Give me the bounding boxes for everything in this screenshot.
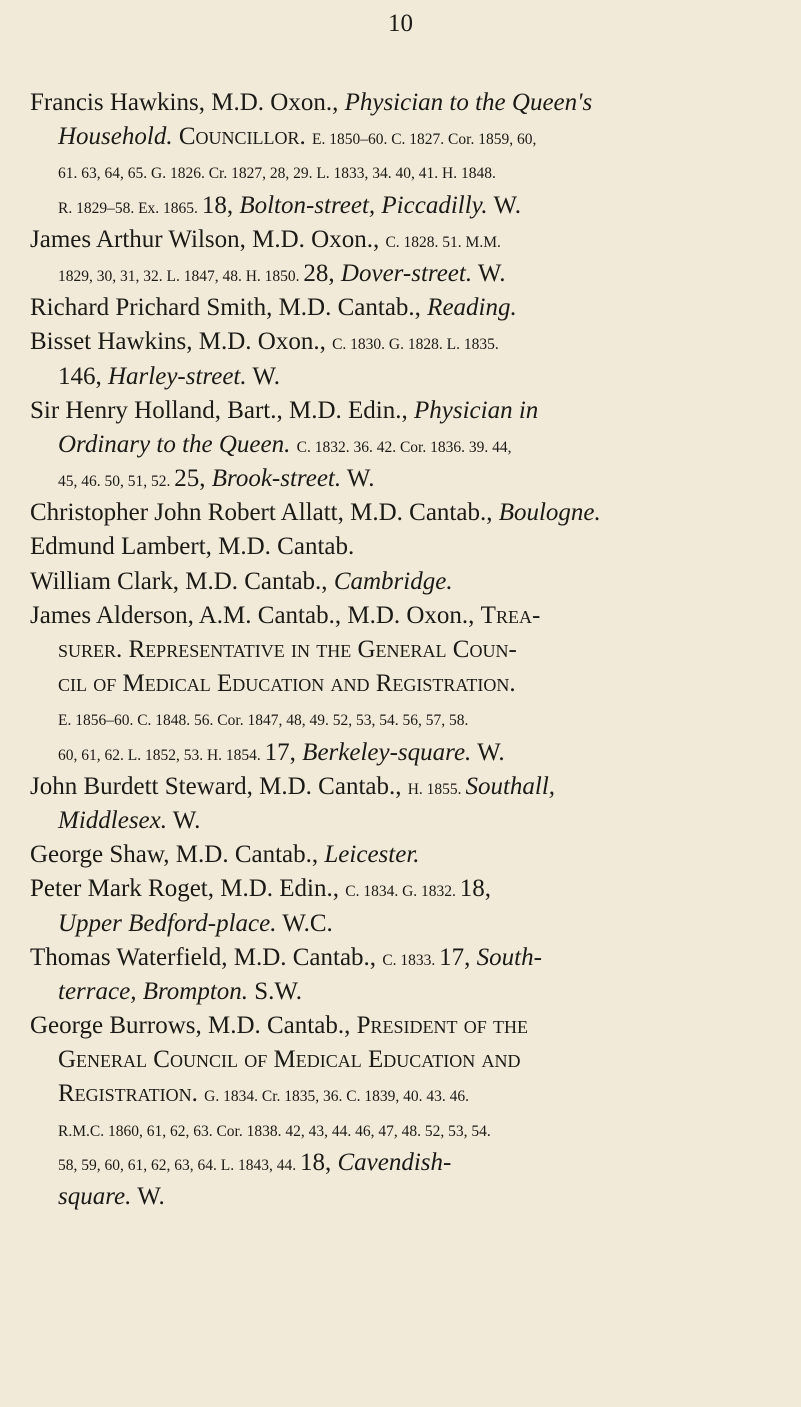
text-segment: Leicester. — [324, 841, 420, 869]
text-segment: H. 1855. — [407, 780, 466, 798]
text-line — [30, 530, 780, 564]
text-segment: Middlesex. — [58, 806, 167, 834]
text-segment: 28, — [303, 259, 341, 287]
text-segment: Richard Prichard Smith, M.D. Cantab., — [30, 294, 428, 322]
text-segment: 58, 59, 60, 61, 62, 63, 64. L. 1843, 44. — [58, 1156, 300, 1174]
text-line — [30, 154, 780, 188]
text-segment: Southall, — [465, 772, 556, 800]
text-segment: 17, — [439, 943, 477, 971]
text-segment: Reading. — [427, 294, 517, 322]
text-line — [30, 325, 780, 359]
text-segment: Berkeley-square. — [302, 738, 472, 766]
text-segment: Bisset Hawkins, M.D. Oxon., — [30, 328, 333, 356]
text-segment: C. 1834. G. 1832. — [345, 883, 460, 901]
text-line — [30, 496, 780, 530]
text-segment: George Shaw, M.D. Cantab., — [30, 841, 325, 869]
text-segment: Harley-street. — [108, 362, 247, 390]
text-line — [30, 462, 780, 496]
text-line — [30, 1043, 780, 1077]
text-segment: 60, 61, 62. L. 1852, 53. H. 1854. — [58, 746, 265, 764]
text-segment: Physician to the Queen's — [344, 89, 593, 116]
text-segment: President of the — [356, 1012, 528, 1040]
text-segment: 45, 46. 50, 51, 52. — [58, 473, 175, 491]
text-segment: 17, — [264, 738, 303, 766]
text-line — [30, 599, 780, 633]
text-segment: Cavendish- — [337, 1148, 452, 1176]
text-segment: R.M.C. 1860, 61, 62, 63. Cor. 1838. 42, 43, 44. 46, 47, 48. 52, 53, 54. — [58, 1122, 491, 1140]
text-segment: Edmund Lambert, M.D. Cantab. — [30, 533, 355, 561]
text-line — [30, 872, 780, 906]
text-segment: C. 1828. 51. M.M. — [385, 233, 501, 251]
text-segment: W. — [471, 738, 505, 766]
text-segment: surer. Representative in the General Coun- — [58, 636, 517, 663]
text-segment: General Council of Medical Education and — [58, 1046, 521, 1074]
text-line — [30, 120, 780, 154]
text-segment: W.C. — [276, 909, 333, 937]
text-segment: Ordinary to the Queen. — [58, 430, 297, 458]
text-line — [30, 1180, 780, 1214]
text-segment: James Alderson, A.M. Cantab., M.D. Oxon., — [30, 601, 481, 629]
text-segment: square. — [58, 1183, 132, 1210]
text-line — [30, 291, 780, 325]
text-segment: Trea- — [480, 601, 541, 629]
text-segment: Sir Henry Holland, Bart., M.D. Edin., — [30, 396, 414, 424]
text-line — [30, 565, 780, 599]
text-segment: C. 1833. — [382, 951, 440, 969]
text-segment: 18, — [201, 191, 240, 219]
text-segment: Brook-street. — [211, 465, 342, 493]
text-segment: Bolton-street, Piccadilly. — [239, 191, 488, 219]
text-segment: Peter Mark Roget, M.D. Edin., — [30, 875, 346, 903]
text-line — [30, 189, 780, 223]
text-segment: Registration. — [58, 1080, 205, 1108]
text-line — [30, 360, 780, 394]
text-line — [30, 223, 780, 257]
text-segment: W. — [341, 465, 375, 493]
text-segment: E. 1850–60. C. 1827. Cor. 1859, 60, — [312, 131, 537, 149]
text-segment: James Arthur Wilson, M.D. Oxon., — [30, 225, 386, 253]
text-segment: Dover-street. — [340, 259, 473, 287]
text-segment: W. — [472, 259, 506, 287]
text-segment: John Burdett Steward, M.D. Cantab., — [30, 772, 408, 800]
text-segment: South- — [476, 943, 542, 971]
text-segment: Thomas Waterfield, M.D. Cantab., — [30, 943, 383, 971]
text-segment: Christopher John Robert Allatt, M.D. Cantab., — [30, 499, 499, 527]
text-line — [30, 257, 780, 291]
text-segment: 25, — [174, 465, 212, 493]
text-segment: E. 1856–60. C. 1848. 56. Cor. 1847, 48, 49. 52, 53, 54. 56, 57, 58. — [58, 712, 469, 730]
text-segment: William Clark, M.D. Cantab., — [30, 567, 334, 595]
text-segment: 61. 63, 64, 65. G. 1826. Cr. 1827, 28, 29. L. 1833, 34. 40, 41. H. 1848. — [58, 165, 496, 183]
text-segment: G. 1834. Cr. 1835, 36. C. 1839, 40. 43. 46. — [204, 1088, 469, 1106]
text-segment: W. — [487, 191, 521, 219]
text-line — [30, 907, 780, 941]
text-line — [30, 701, 780, 735]
text-line — [30, 1077, 780, 1111]
text-segment: W. — [131, 1183, 165, 1210]
text-line — [30, 667, 780, 701]
text-segment: terrace, Brompton. — [58, 977, 249, 1005]
text-segment: Household. — [58, 123, 179, 151]
text-segment: W. — [166, 806, 201, 834]
text-segment: George Burrows, M.D. Cantab., — [30, 1012, 357, 1040]
text-line — [30, 1009, 780, 1043]
text-segment: S.W. — [248, 977, 302, 1005]
text-segment: Councillor. — [178, 123, 312, 151]
text-line — [30, 86, 780, 120]
text-segment: Upper Bedford-place. — [58, 909, 277, 937]
text-line — [30, 1146, 780, 1180]
text-line — [30, 941, 780, 975]
text-segment: Physician in — [413, 396, 539, 424]
text-line — [30, 633, 780, 667]
text-segment: C. 1830. G. 1828. L. 1835. — [332, 336, 499, 354]
text-line — [30, 394, 780, 428]
text-segment: Cambridge. — [333, 567, 453, 595]
text-segment: 18, — [459, 875, 492, 903]
text-segment: Francis Hawkins, M.D. Oxon., — [30, 89, 345, 116]
text-line — [30, 838, 780, 872]
text-segment: 18, — [299, 1148, 338, 1176]
text-segment: W. — [246, 362, 280, 390]
text-line — [30, 975, 780, 1009]
text-segment: R. 1829–58. Ex. 1865. — [58, 199, 202, 217]
page-number: 10 — [388, 10, 413, 37]
text-segment: 146, — [58, 362, 108, 390]
text-line — [30, 428, 780, 462]
text-line — [30, 736, 780, 770]
text-segment: cil of Medical Education and Registration. — [58, 670, 516, 698]
page-body — [30, 86, 780, 1214]
text-segment: C. 1832. 36. 42. Cor. 1836. 39. 44, — [296, 438, 512, 456]
text-line — [30, 770, 780, 804]
text-line — [30, 1112, 780, 1146]
text-segment: 1829, 30, 31, 32. L. 1847, 48. H. 1850. — [58, 267, 304, 285]
text-segment: Boulogne. — [498, 499, 601, 527]
text-line — [30, 804, 780, 838]
